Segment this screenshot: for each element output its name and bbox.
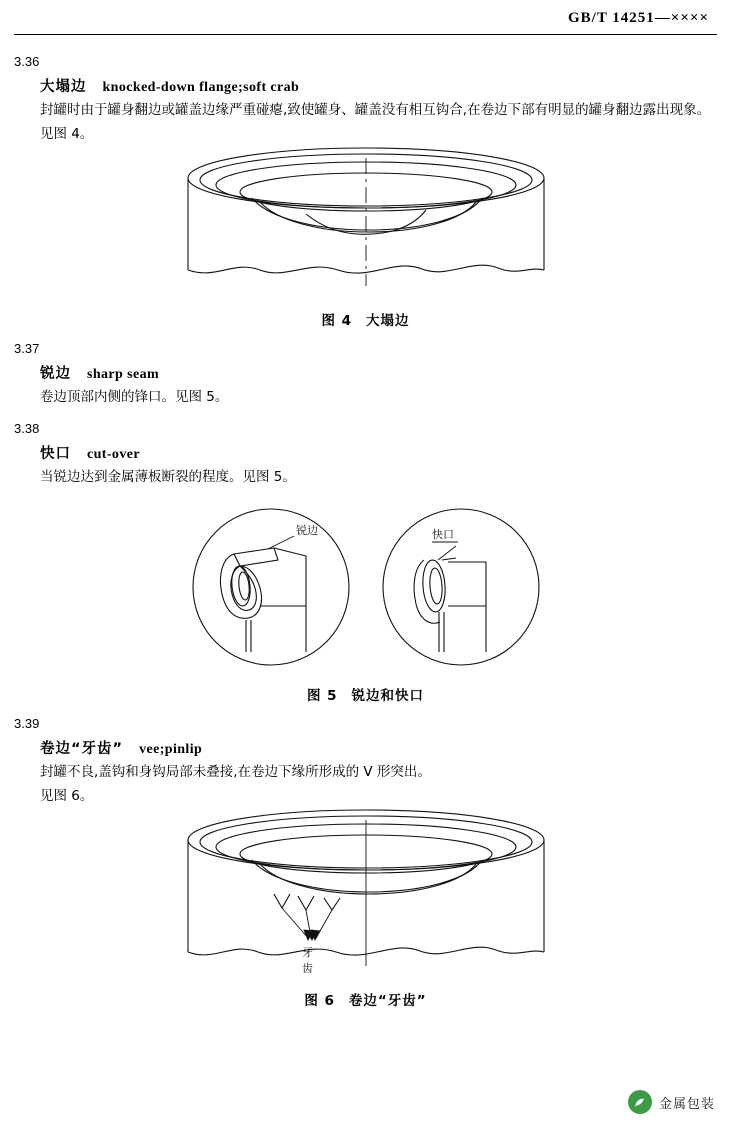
term-en-3-39: vee;pinlip [139, 742, 203, 758]
page-header [14, 8, 717, 42]
figure-4 [14, 152, 717, 329]
figure-6-label-chi: 齿 [301, 962, 313, 976]
term-cn-3-38: 快口 [40, 445, 71, 462]
paragraph-3-38-1: 当锐边达到金属薄板断裂的程度。见图 5。 [40, 468, 296, 485]
paragraph-3-36-2: 见图 4。 [40, 125, 94, 142]
term-heading-3-39 [40, 737, 717, 758]
figure-5-label: 图 5 [306, 688, 338, 705]
figure-5-caption [14, 684, 717, 704]
term-heading-3-36 [40, 75, 717, 96]
clause-number-3-36: 3.36 [14, 54, 40, 69]
header-divider [14, 34, 717, 35]
document-page [0, 8, 731, 1128]
term-heading-3-37 [40, 362, 717, 383]
standard-code: GB/T 14251—×××× [567, 10, 709, 26]
footer-badge [628, 1090, 715, 1114]
figure-5-label-cut-over: 快口 [431, 528, 454, 542]
term-cn-3-39: 卷边“牙齿” [40, 741, 124, 758]
figure-6-caption [14, 989, 717, 1009]
clause-number-3-37: 3.37 [14, 340, 40, 356]
figure-5-label-sharp-seam: 锐边 [295, 524, 318, 538]
clause-number-3-38: 3.38 [14, 420, 40, 436]
figure-4-label: 图 4 [321, 312, 353, 329]
clause-number-3-39: 3.39 [14, 716, 40, 732]
paragraph-3-36-1: 封罐时由于罐身翻边或罐盖边缘严重碰瘪,致使罐身、罐盖没有相互钩合,在卷边下部有明显的罐身翻边露出现象。 [40, 102, 711, 118]
figure-4-drawing [156, 152, 576, 302]
paragraph-3-39-1: 封罐不良,盖钩和身钩局部未叠接,在卷边下缘所形成的 V 形突出。 [40, 764, 431, 781]
paragraph-3-37-1: 卷边顶部内侧的锋口。见图 5。 [40, 388, 229, 405]
figure-5-drawing [156, 502, 576, 677]
figure-6-label: 图 6 [304, 993, 335, 1010]
term-cn-3-36: 大塌边 [40, 79, 87, 95]
term-en-3-37: sharp seam [87, 366, 160, 382]
figure-6-drawing [156, 814, 576, 982]
figure-5 [14, 502, 717, 704]
figure-4-caption [14, 309, 717, 329]
term-cn-3-37: 锐边 [40, 365, 71, 382]
figure-4-title: 大塌边 [366, 312, 410, 329]
paragraph-3-39-2: 见图 6。 [40, 788, 94, 805]
footer-badge-label: 金属包装 [658, 1096, 715, 1112]
figure-6-title: 卷边“牙齿” [348, 993, 427, 1010]
figure-6-label-ya: 牙 [301, 946, 313, 960]
term-heading-3-38 [40, 442, 717, 463]
figure-5-title: 锐边和快口 [351, 688, 425, 705]
term-en-3-36: knocked-down flange;soft crab [102, 80, 300, 95]
term-en-3-38: cut-over [87, 446, 140, 462]
metal-packaging-logo-icon [628, 1090, 652, 1114]
figure-6 [14, 814, 717, 1009]
